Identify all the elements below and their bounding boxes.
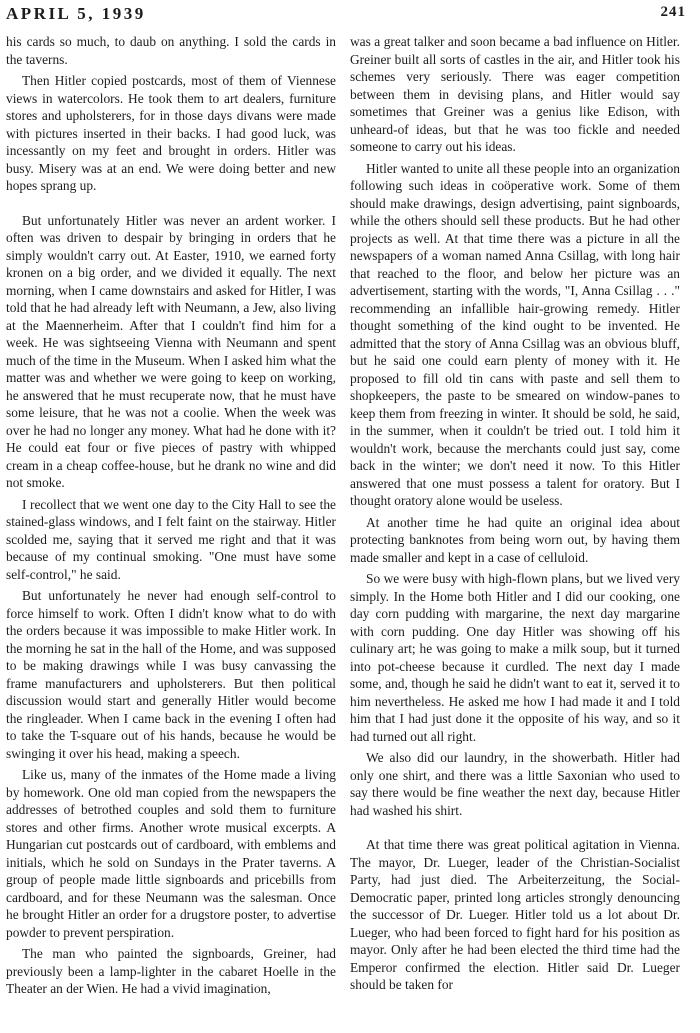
paragraph: his cards so much, to daub on anything. I sold the cards in the taverns. — [6, 34, 336, 67]
paragraph: But unfortunately Hitler was never an ardent worker. I often was driven to despair by bringing in orders that he simply wouldn't carry out. At Easter, 1910, we earned forty kronen on a big order, and we divided it equally. The next morning, when I came downstairs and asked for Hitler, I was told that he had already left with Neumann, a Jew, also living at the Maennerheim. After that I couldn't find him for a week. He was sightseeing Vienna with Neumann and spent much of the time in the Museum. When I asked him what the matter was and whether we were going to keep on working, he answered that he must recuperate now, that he must have some leisure, that he was not a coolie. When the week was over he had no longer any money. What had he done with it? He could eat four or five pieces of pastry with whipped cream in a cheap coffee-house, but he drank no wine and did not smoke. — [6, 212, 336, 490]
paragraph: I recollect that we went one day to the City Hall to see the stained-glass windows, and I felt faint on the stairway. Hitler scolded me, saying that it served me right and that it was because of my continual smoking. "One must have some self-control," he said. — [6, 496, 336, 582]
right-column — [350, 33, 680, 998]
paragraph: Then Hitler copied postcards, most of them of Viennese views in watercolors. He took them to art dealers, furniture stores and upholsterers, for in those days divans were made with pictures inserted in their backs. I had good luck, was incessantly on my feet and brought in orders. Hitler was busy. Misery was at an end. We were doing better and new hopes sprang up. — [6, 73, 336, 193]
paragraph: The man who painted the signboards, Greiner, had previously been a lamp-lighter in the cabaret Hoelle in the Theater an der Wien. He had a vivid imagination, — [6, 946, 336, 996]
paragraph: Hitler wanted to unite all these people into an organization following such ideas in coöperative work. Some of them should make drawings, design advertising, paint signboards, while the others should sell these products. But he had other projects as well. At that time there was a picture in all the newspapers of a woman named Anna Csillag, with long hair that reached to the floor, and below her picture was an advertisement, starting with the words, "I, Anna Csillag . . ." recommending an infallible hair-growing remedy. Hitler thought something of the kind ought to be invented. He admitted that the story of Anna Csillag was an obvious bluff, but he said one could earn plenty of money with it. He proposed to fill old tin cans with paste and sell them to shopkeepers, the paste to be smeared on window-panes to keep them from freezing in winter. It should be sold, he said, in the summer, when it couldn't be tried out. I told him it wouldn't work, because the merchants could just say, come back in the winter; we don't need it now. To this Hitler answered that one must possess a talent for oratory. But I thought oratory alone would be useless. — [350, 160, 680, 508]
issue-date: APRIL 5, 1939 — [6, 4, 146, 23]
paragraph: We also did our laundry, in the showerbath. Hitler had only one shirt, and there was a little Saxonian who used to say there would be fine weather the next day, because Hitler had washed his shirt. — [350, 750, 680, 818]
left-column — [6, 33, 336, 1002]
paragraph: But unfortunately he never had enough self-control to force himself to work. Often I didn't know what to do with the orders because it was impossible to make Hitler work. In the morning he sat in the hall of the Home, and was supposed to be making drawings while I was busy canvassing the frame manufacturers and upholsterers. But then political discussion would start and generally Hitler would become the ringleader. When I came back in the evening I often had to take the T-square out of his hands, because he would be swinging it over his head, making a speech. — [6, 588, 336, 761]
page-number: 241 — [660, 4, 686, 20]
paragraph: At another time he had quite an original idea about protecting banknotes from being worn out, by having them made smaller and kept in a case of celluloid. — [350, 514, 680, 565]
page-header — [0, 0, 700, 30]
paragraph: At that time there was great political agitation in Vienna. The mayor, Dr. Lueger, leader of the Christian-Socialist Party, had just died. The Arbeiterzeitung, the Social-Democratic paper, printed long articles strongly denouncing the successor of Dr. Lueger. Hitler told us a lot about Dr. Lueger, who had been forced to fight hard for his position as mayor. Only after he had been elected the third time had the Emperor confirmed the election. Hitler said Dr. Lueger should be taken for — [350, 837, 680, 992]
paragraph: So we were busy with high-flown plans, but we lived very simply. In the Home both Hitler and I did our cooking, one day corn pudding with margarine, the next day margarine with corn pudding. One day Hitler was showing off his culinary art; he was going to make a milk soup, but it turned into pot-cheese because it curdled. The next day I made some, and, though he said he didn't want to eat it, served it to him nevertheless. He asked me how I had made it and I told him that I had just done it the opposite of his way, and so it had turned out all right. — [350, 571, 680, 744]
paragraph: Like us, many of the inmates of the Home made a living by homework. One old man copied from the newspapers the addresses of betrothed couples and sold them to furniture stores and other firms. Another wrote musical excerpts. A Hungarian cut postcards out of cardboard, with emblems and initials, which he sold on Sundays in the Prater taverns. A group of people made little signboards and pricebills from cardboard, and for these Neumann was the salesman. Once he brought Hitler an order for a drugstore poster, to advertise powder to prevent perspiration. — [6, 767, 336, 940]
paragraph: was a great talker and soon became a bad influence on Hitler. Greiner built all sorts of castles in the air, and Hitler took his schemes very seriously. There was eager competition between them in devising plans, and Hitler would say sometimes that Greiner was a genius like Edison, with unheard-of ideas, but that he was too fickle and needed someone to carry out his ideas. — [350, 34, 680, 154]
